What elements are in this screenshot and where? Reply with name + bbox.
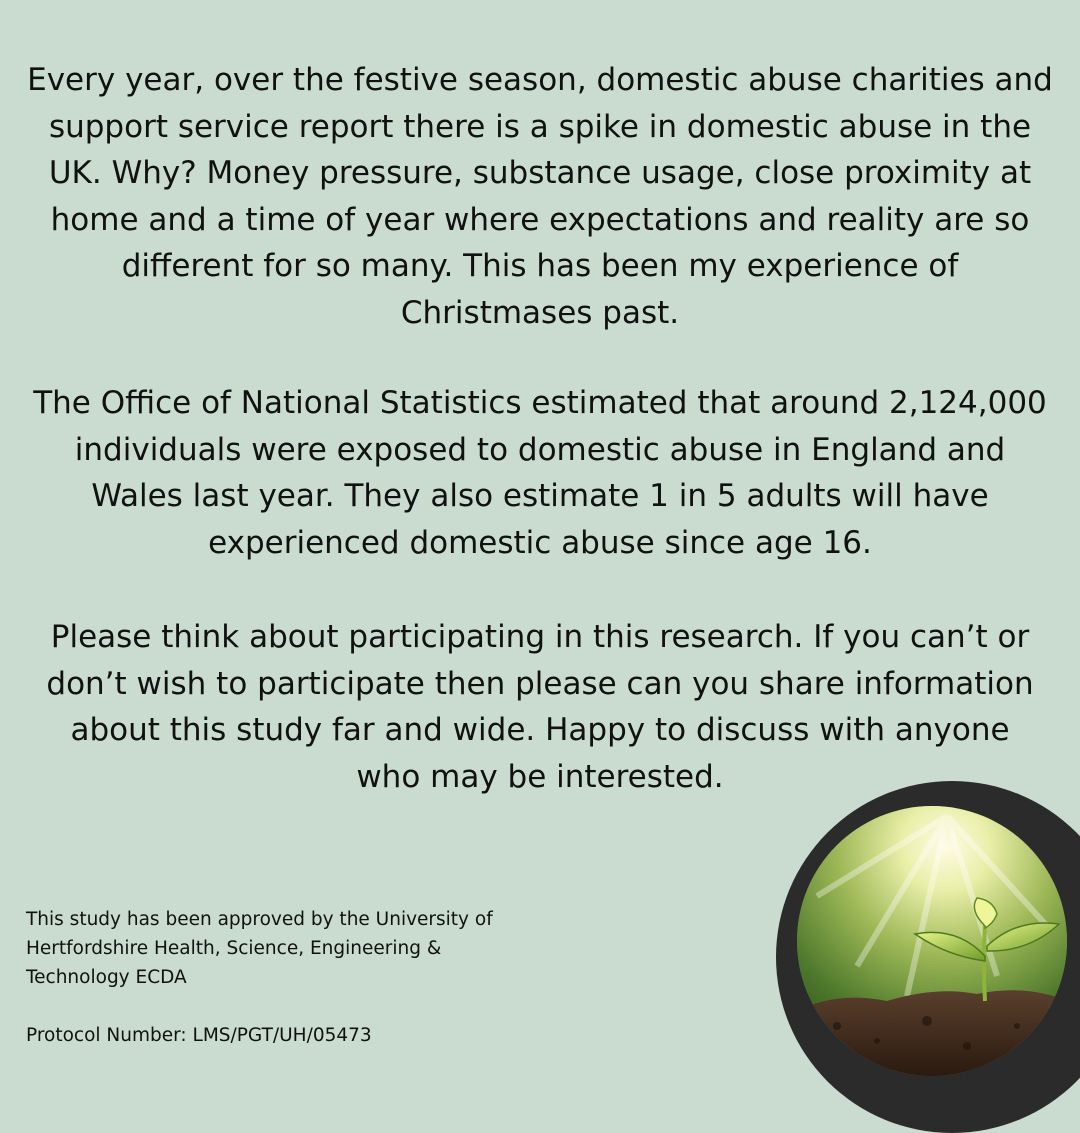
protocol-number: Protocol Number: LMS/PGT/UH/05473 xyxy=(26,1025,372,1046)
text-line: support service report there is a spike in domestic abuse in the xyxy=(48,108,1032,145)
text-line: home and a time of year where expectations and reality are so xyxy=(50,201,1030,238)
text-line: Technology ECDA xyxy=(26,967,187,988)
approval-note xyxy=(26,905,546,992)
seedling-photo xyxy=(797,806,1067,1076)
main-paragraph-1 xyxy=(20,57,1060,336)
text-line: Hertfordshire Health, Science, Engineering & xyxy=(26,938,442,959)
text-line: This study has been approved by the University of xyxy=(26,909,493,930)
text-line: Please think about participating in this research. If you can’t or xyxy=(50,619,1030,655)
text-line: The Office of National Statistics estimated that around 2,124,000 xyxy=(33,385,1047,421)
text-line: Wales last year. They also estimate 1 in 5 adults will have xyxy=(91,478,989,514)
text-line: Christmases past. xyxy=(400,294,680,331)
text-line: don’t wish to participate then please can you share information xyxy=(46,665,1034,702)
text-line: different for so many. This has been my experience of xyxy=(121,248,959,284)
main-paragraph-2 xyxy=(20,380,1060,566)
text-line: who may be interested. xyxy=(356,758,724,795)
main-paragraph-3 xyxy=(20,614,1060,800)
text-line: individuals were exposed to domestic abuse in England and xyxy=(74,431,1006,468)
text-line: about this study far and wide. Happy to discuss with anyone xyxy=(70,712,1010,748)
text-line: experienced domestic abuse since age 16. xyxy=(208,524,872,561)
text-line: Every year, over the festive season, domestic abuse charities and xyxy=(27,62,1053,98)
seedling-icon xyxy=(797,806,1067,1076)
text-line: UK. Why? Money pressure, substance usage, close proximity at xyxy=(48,155,1032,191)
